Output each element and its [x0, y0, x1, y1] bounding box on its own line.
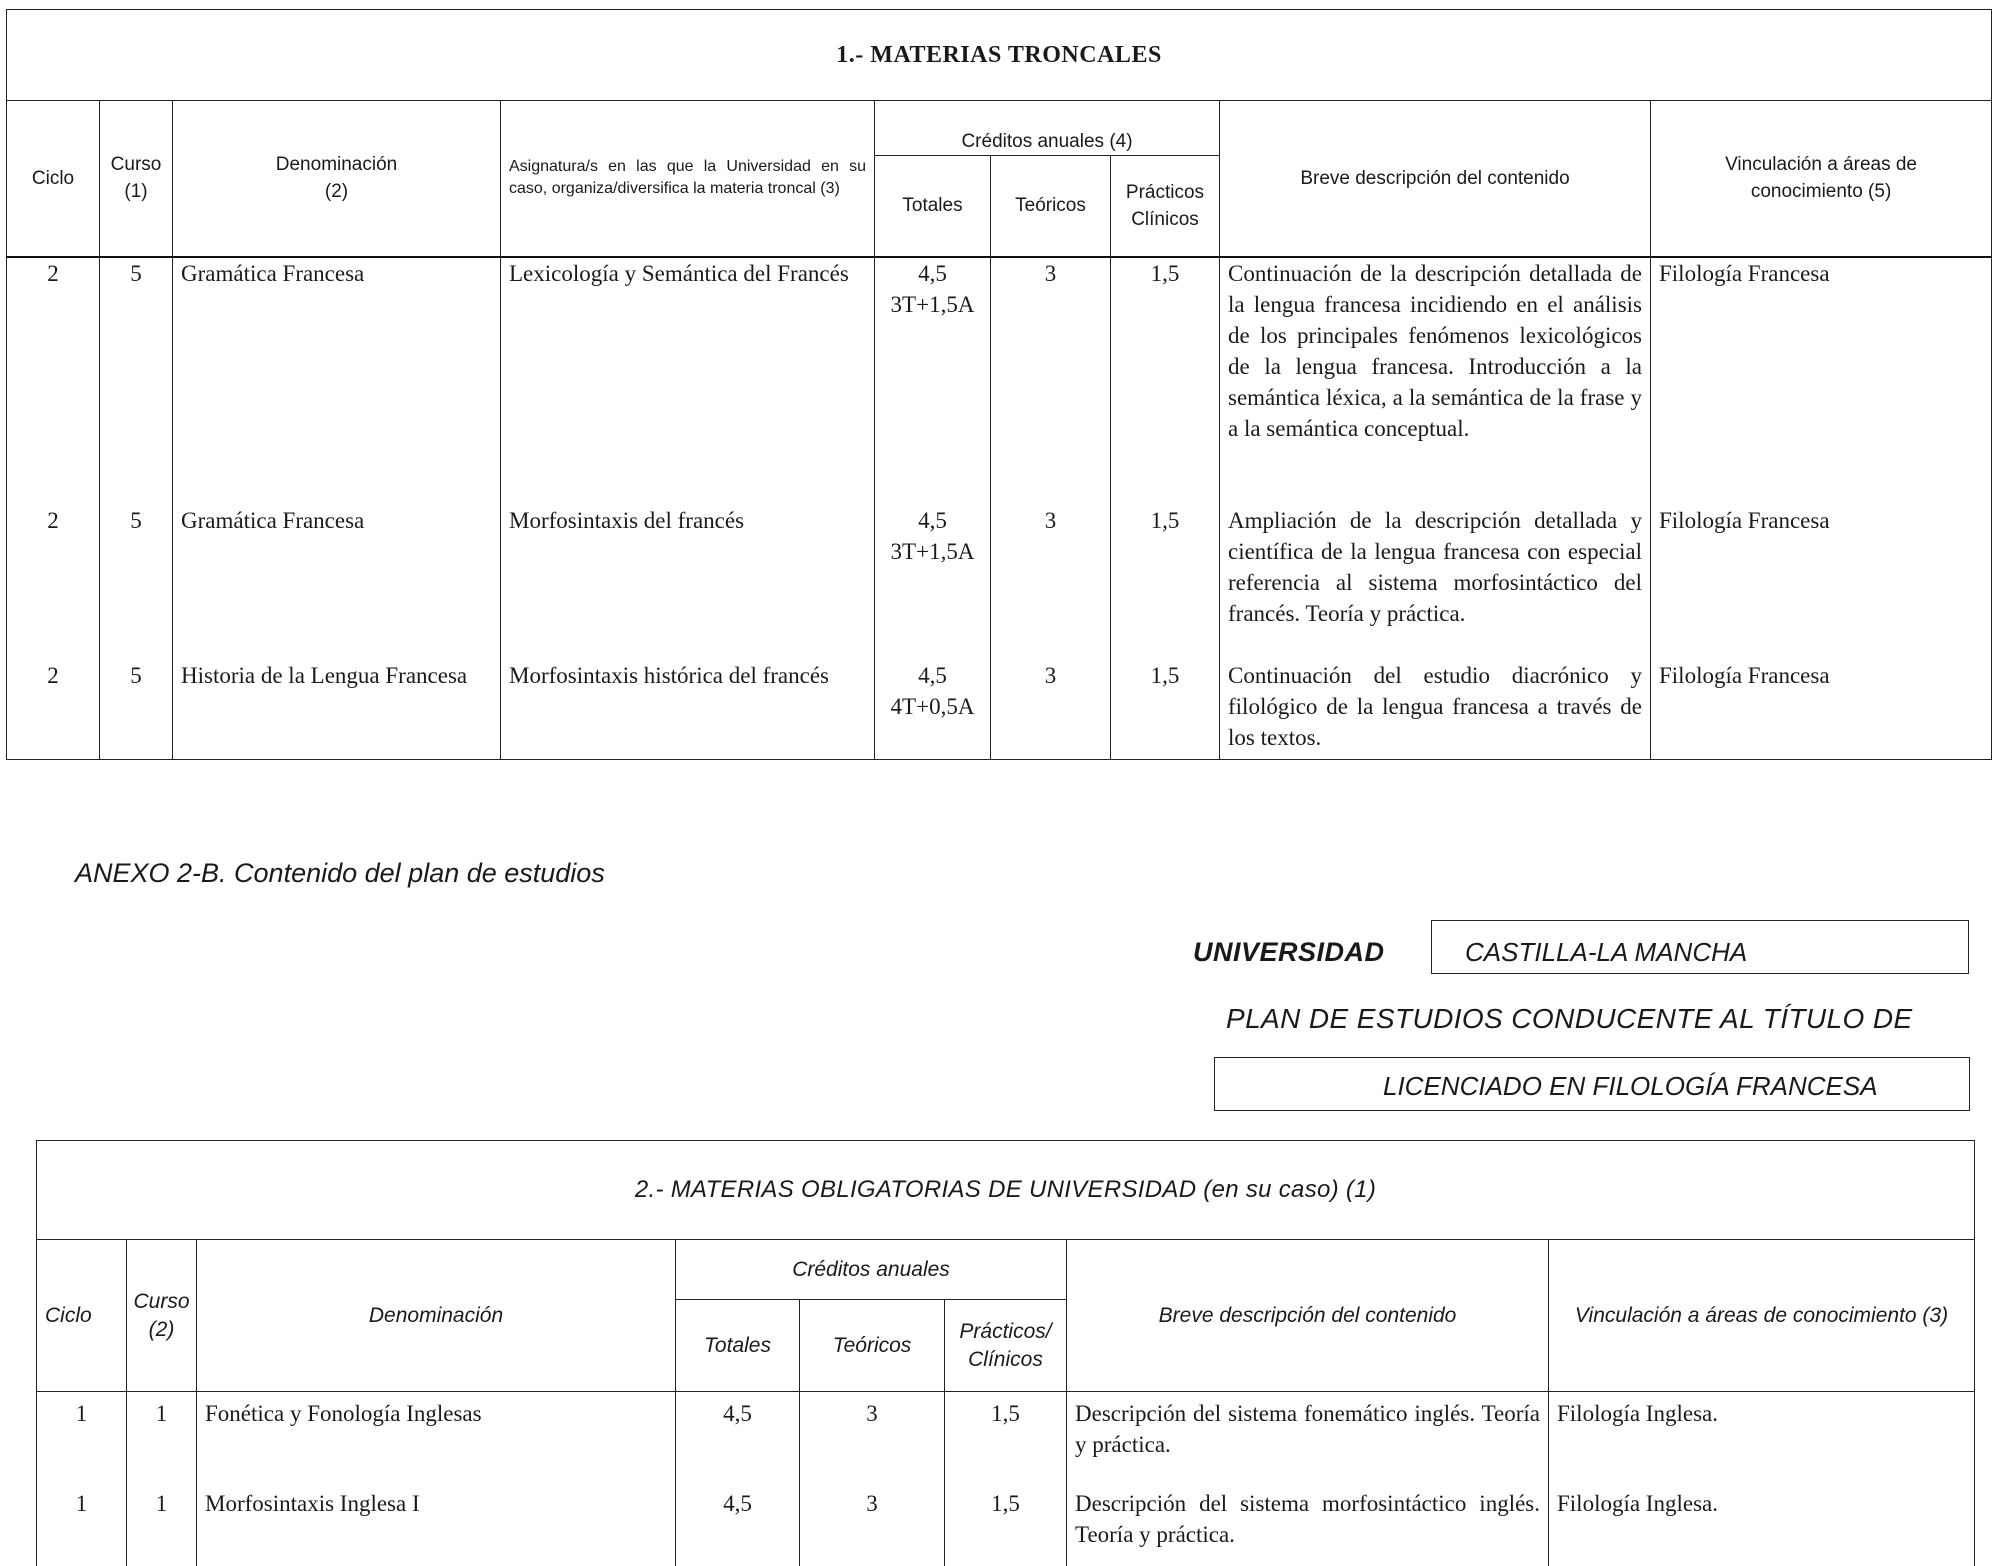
titulo-name: LICENCIADO EN FILOLOGÍA FRANCESA	[1383, 1071, 1878, 1101]
asignatura-cell: Lexicología y Semántica del Francés	[501, 257, 875, 505]
header-teoricos: Teóricos	[991, 156, 1111, 257]
header-curso: Curso (1)	[100, 101, 173, 257]
vinculacion-cell: Filología Francesa	[1651, 505, 1992, 660]
curso-cell: 1	[127, 1392, 197, 1482]
table-row	[7, 660, 1992, 760]
universidad-label: UNIVERSIDAD	[1193, 937, 1385, 967]
annex-title: ANEXO 2-B. Contenido del plan de estudios	[75, 858, 605, 888]
vinculacion-cell: Filología Francesa	[1651, 660, 1992, 760]
descripcion-cell: Continuación del estudio diacrónico y filológico de la lengua francesa a través de los textos.	[1220, 660, 1651, 760]
practicos-cell: 1,5	[1111, 660, 1220, 760]
header-ciclo: Ciclo	[37, 1240, 127, 1392]
totales-cell: 4,5	[676, 1392, 800, 1482]
practicos-cell: 1,5	[945, 1392, 1067, 1482]
curso-cell: 5	[100, 660, 173, 760]
curso-cell: 5	[100, 505, 173, 660]
denominacion-cell: Fonética y Fonología Inglesas	[197, 1392, 676, 1482]
header-ciclo: Ciclo	[7, 101, 100, 257]
header-denominacion: Denominación	[197, 1240, 676, 1392]
table-title: 2.- MATERIAS OBLIGATORIAS DE UNIVERSIDAD (en su caso) (1)	[37, 1141, 1975, 1240]
curso-cell: 5	[100, 257, 173, 505]
totales-cell: 4,5	[676, 1482, 800, 1566]
teoricos-cell: 3	[800, 1482, 945, 1566]
header-totales: Totales	[875, 156, 991, 257]
ciclo-cell: 1	[37, 1482, 127, 1566]
curso-cell: 1	[127, 1482, 197, 1566]
ciclo-cell: 2	[7, 660, 100, 760]
header-descripcion: Breve descripción del contenido	[1220, 101, 1651, 257]
materias-obligatorias-table	[36, 1140, 1975, 1566]
totales-cell: 4,5 4T+0,5A	[875, 660, 991, 760]
denominacion-cell: Gramática Francesa	[173, 257, 501, 505]
practicos-cell: 1,5	[1111, 257, 1220, 505]
vinculacion-cell: Filología Francesa	[1651, 257, 1992, 505]
header-teoricos: Teóricos	[800, 1300, 945, 1392]
table-row	[7, 257, 1992, 505]
descripcion-cell: Ampliación de la descripción detallada y científica de la lengua francesa con especial referencia al sistema morfosintáctico del francés. Teoría y práctica.	[1220, 505, 1651, 660]
descripcion-cell: Descripción del sistema fonemático inglés. Teoría y práctica.	[1067, 1392, 1549, 1482]
universidad-name: CASTILLA-LA MANCHA	[1465, 937, 1748, 967]
header-denominacion: Denominación (2)	[173, 101, 501, 257]
descripcion-cell: Descripción del sistema morfosintáctico inglés. Teoría y práctica.	[1067, 1482, 1549, 1566]
header-asignaturas: Asignatura/s en las que la Universidad en su caso, organiza/diversifica la materia troncal (3)	[501, 101, 875, 257]
vinculacion-cell: Filología Inglesa.	[1549, 1392, 1975, 1482]
header-curso: Curso (2)	[127, 1240, 197, 1392]
practicos-cell: 1,5	[1111, 505, 1220, 660]
denominacion-cell: Gramática Francesa	[173, 505, 501, 660]
materias-troncales-table	[6, 9, 1992, 760]
totales-cell: 4,5 3T+1,5A	[875, 257, 991, 505]
denominacion-cell: Morfosintaxis Inglesa I	[197, 1482, 676, 1566]
plan-label: PLAN DE ESTUDIOS CONDUCENTE AL TÍTULO DE	[1226, 1003, 1913, 1034]
header-practicos-clinicos: Prácticos/ Clínicos	[945, 1300, 1067, 1392]
teoricos-cell: 3	[991, 257, 1111, 505]
teoricos-cell: 3	[991, 505, 1111, 660]
ciclo-cell: 1	[37, 1392, 127, 1482]
teoricos-cell: 3	[991, 660, 1111, 760]
header-creditos-anuales: Créditos anuales (4)	[875, 101, 1220, 156]
totales-cell: 4,5 3T+1,5A	[875, 505, 991, 660]
denominacion-cell: Historia de la Lengua Francesa	[173, 660, 501, 760]
header-totales: Totales	[676, 1300, 800, 1392]
table-row	[7, 505, 1992, 660]
ciclo-cell: 2	[7, 257, 100, 505]
asignatura-cell: Morfosintaxis histórica del francés	[501, 660, 875, 760]
vinculacion-cell: Filología Inglesa.	[1549, 1482, 1975, 1566]
table-row	[37, 1392, 1975, 1482]
header-practicos-clinicos: Prácticos Clínicos	[1111, 156, 1220, 257]
ciclo-cell: 2	[7, 505, 100, 660]
practicos-cell: 1,5	[945, 1482, 1067, 1566]
table-title: 1.- MATERIAS TRONCALES	[7, 10, 1992, 101]
teoricos-cell: 3	[800, 1392, 945, 1482]
header-vinculacion: Vinculación a áreas de conocimiento (5)	[1651, 101, 1992, 257]
header-creditos-anuales: Créditos anuales	[676, 1240, 1067, 1300]
header-vinculacion: Vinculación a áreas de conocimiento (3)	[1549, 1240, 1975, 1392]
descripcion-cell: Continuación de la descripción detallada de la lengua francesa incidiendo en el análisis de los principales fenómenos lexicológicos de la lengua francesa. Introducción a la semántica léxica, a la semántica de la frase y a la semántica conceptual.	[1220, 257, 1651, 505]
header-descripcion: Breve descripción del contenido	[1067, 1240, 1549, 1392]
asignatura-cell: Morfosintaxis del francés	[501, 505, 875, 660]
